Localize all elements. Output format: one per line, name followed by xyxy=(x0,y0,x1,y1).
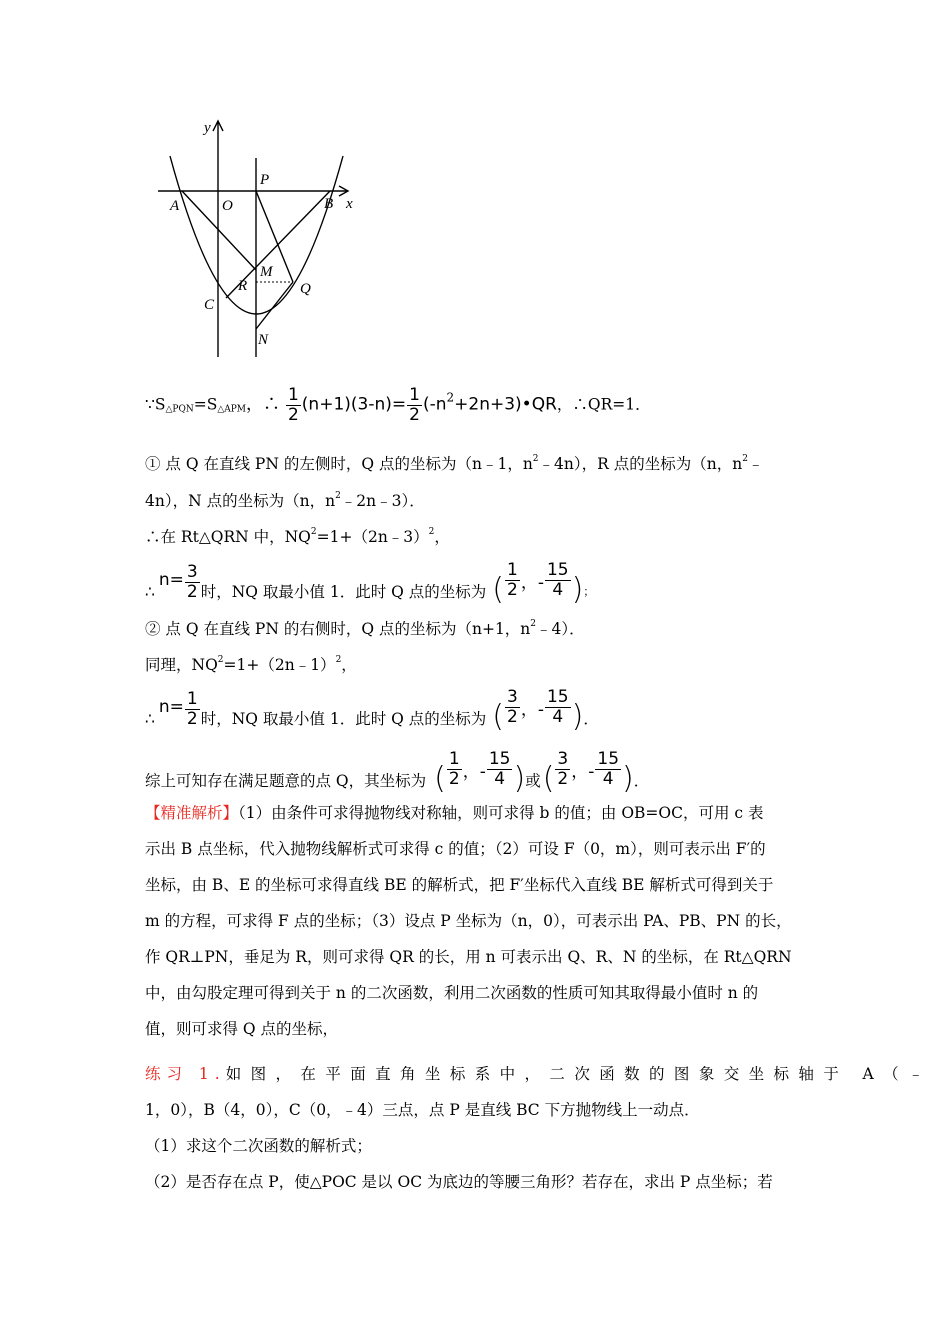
sub-apm: △APM xyxy=(217,404,247,415)
comma-therefore: ，∴ xyxy=(246,394,281,415)
exercise-q1: （1）求这个二次函数的解析式； xyxy=(145,1137,372,1155)
fraction-n-1-2: $\frac{1}{2}$ xyxy=(186,689,198,729)
equation-area-relation xyxy=(145,386,651,425)
analysis-line-1: 示出 B 点坐标，代入抛物线解析式可求得 c 的值；（2）可设 F（0，m），则可表示出 F′的 xyxy=(145,840,766,858)
eq-middle: (n+1)(3-n)= xyxy=(301,394,407,415)
paren-open: ( xyxy=(492,572,505,607)
label-p: P xyxy=(260,172,270,188)
label-y: y xyxy=(204,120,211,136)
fraction-half-2: $\frac{1}{2}$ xyxy=(409,385,420,425)
eq-rhs-a: (-n xyxy=(422,394,447,415)
case2-line2: 同理，$NQ^2=1+(2n﹣1)^2$， xyxy=(145,655,357,674)
analysis-line-6: 值，则可求得 Q 点的坐标， xyxy=(145,1020,339,1038)
paren-close: ) xyxy=(571,572,584,607)
analysis-line-5: 中，由勾股定理可得到关于 n 的二次函数，利用二次函数的性质可知其取得最小值时 n 的 xyxy=(145,984,759,1002)
label-q: Q xyxy=(300,281,311,297)
eq-rhs-b: +2n+3)•QR xyxy=(454,394,557,415)
analysis-line-3: m 的方程，可求得 F 点的坐标；（3）设点 P 坐标为（n，0），可表示出 PA、PB、PN 的长， xyxy=(145,912,792,930)
answer-a-y: $\frac{15}{4}$ xyxy=(488,749,511,789)
parabola-figure xyxy=(150,112,370,362)
label-m: M xyxy=(260,264,273,280)
analysis-paragraph xyxy=(145,795,810,1047)
case1-line1: ① 点 Q 在直线 PN 的左侧时，Q 点的坐标为（n﹣1，$n^2﹣4n$），R 点的坐标为（n，$n^2﹣$ xyxy=(145,454,764,473)
conclusion-line: 综上可知存在满足题意的点 Q，其坐标为 ( $\frac{1}{2}$ ， - $\frac{15}{4}$ ) 或 ( $\frac{3}{2}$ ， - $\frac{15}{4}$ ) ． xyxy=(145,749,650,796)
answer-b-x: $\frac{3}{2}$ xyxy=(557,749,569,789)
label-o: O xyxy=(222,198,233,214)
qr-result: ，∴QR=1． xyxy=(556,395,651,414)
label-a: A xyxy=(170,198,180,214)
case2-min-line: ∴ n= $\frac{1}{2}$ 时，NQ 取最小值 1．此时 Q 点的坐标为 ( $\frac{3}{2}$ ， - $\frac{15}{4}$ ) ． xyxy=(145,687,599,734)
coord-y: $\frac{15}{4}$ xyxy=(546,687,569,727)
coord-x: $\frac{3}{2}$ xyxy=(507,687,518,727)
exercise-block xyxy=(145,1056,933,1200)
eq-s: =S xyxy=(193,395,218,414)
coord-x: $\frac{1}{2}$ xyxy=(507,560,518,600)
case1-line3: ∴在 Rt△QRN 中，$NQ^2=1+(2n﹣3)^2$， xyxy=(145,527,450,546)
label-b: B xyxy=(324,196,334,212)
answer-a-x: $\frac{1}{2}$ xyxy=(448,749,460,789)
analysis-line-2: 坐标，由 B、E 的坐标可求得直线 BE 的解析式，把 F′坐标代入直线 BE 解析式可得到关于 xyxy=(145,876,774,894)
label-r: R xyxy=(238,278,248,294)
because-s: ∵S xyxy=(145,395,166,414)
answer-b-y: $\frac{15}{4}$ xyxy=(597,749,620,789)
label-c: C xyxy=(204,297,215,313)
fraction-n-3-2: $\frac{3}{2}$ xyxy=(186,562,198,602)
eq-rhs-exp: 2 xyxy=(446,390,455,405)
case1-min-line: ∴ n= $\frac{3}{2}$ 时，NQ 取最小值 1．此时 Q 点的坐标为 ( $\frac{1}{2}$ ， - $\frac{15}{4}$ ) ； xyxy=(145,560,595,607)
label-x: x xyxy=(346,196,353,212)
case2-line1: ② 点 Q 在直线 PN 的右侧时，Q 点的坐标为（n+1，$n^2﹣4$）． xyxy=(145,619,585,638)
exercise-line-2: 1，0），B（4，0），C（0，﹣4）三点，点 P 是直线 BC 下方抛物线上一动点． xyxy=(145,1101,700,1119)
analysis-tag: 【精准解析】 xyxy=(145,804,239,822)
exercise-tag: 练习 1. xyxy=(145,1065,226,1083)
line-qn xyxy=(256,282,293,329)
label-n: N xyxy=(258,332,269,348)
exercise-line-1: 练习 1.如图，在平面直角坐标系中，二次函数的图象交坐标轴于 A（﹣ xyxy=(145,1065,933,1083)
coord-y: $\frac{15}{4}$ xyxy=(546,560,569,600)
sub-pqn: △PQN xyxy=(165,404,194,415)
exercise-q2: （2）是否存在点 P，使△POC 是以 OC 为底边的等腰三角形？若存在，求出 P 点坐标；若 xyxy=(145,1173,773,1191)
analysis-line-4: 作 QR⊥PN，垂足为 R，则可求得 QR 的长，用 n 可表示出 Q、R、N 的坐标，在 Rt△QRN xyxy=(145,948,792,966)
analysis-line-0: 【精准解析】（1）由条件可求得抛物线对称轴，则可求得 b 的值；由 OB=OC，可用 c 表 xyxy=(145,804,764,822)
case1-line2: 4n），N 点的坐标为（n，$n^2﹣2n﹣3$）． xyxy=(145,491,425,510)
fraction-half: $\frac{1}{2}$ xyxy=(287,385,299,425)
